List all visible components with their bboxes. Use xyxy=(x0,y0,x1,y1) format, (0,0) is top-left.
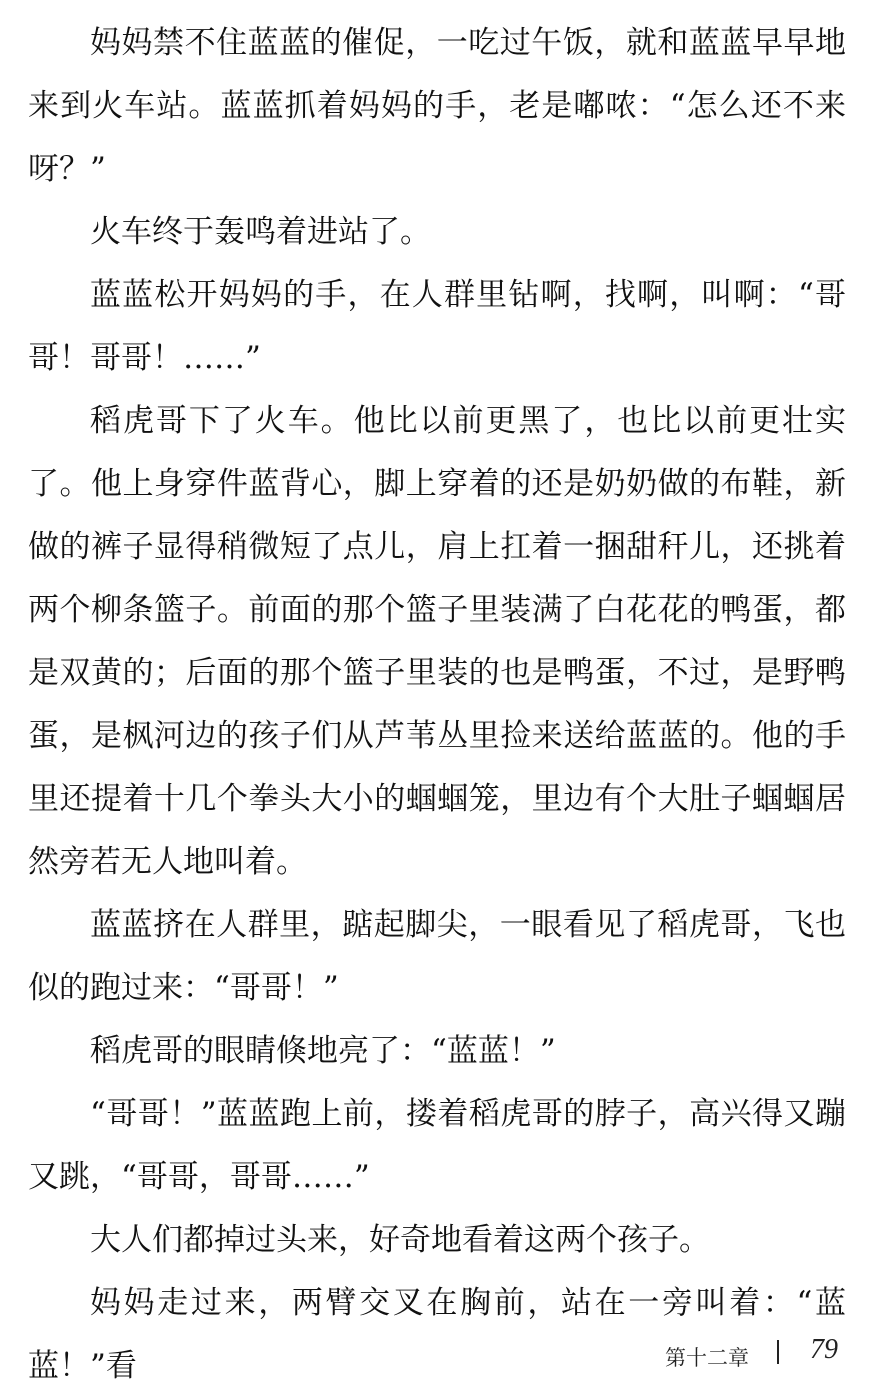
paragraph: 妈妈禁不住蓝蓝的催促，一吃过午饭，就和蓝蓝早早地来到火车站。蓝蓝抓着妈妈的手，老是嘟哝：“怎么还不来呀？” xyxy=(28,25,846,187)
paragraph: 蓝蓝松开妈妈的手，在人群里钻啊，找啊，叫啊：“哥哥！哥哥！……” xyxy=(28,277,846,376)
footer-divider xyxy=(777,1340,779,1364)
paragraph: 火车终于轰鸣着进站了。 xyxy=(90,214,431,250)
page-number: 79 xyxy=(810,1334,838,1365)
paragraph: 大人们都掉过头来，好奇地看着这两个孩子。 xyxy=(90,1222,710,1258)
body-text xyxy=(28,12,846,1398)
chapter-label: 第十二章 xyxy=(665,1346,749,1370)
paragraph: 稻虎哥下了火车。他比以前更黑了，也比以前更壮实了。他上身穿件蓝背心，脚上穿着的还是奶奶做的布鞋，新做的裤子显得稍微短了点儿，肩上扛着一捆甜秆儿，还挑着两个柳条篮子。前面的那个篮子里装满了白花花的鸭蛋，都是双黄的；后面的那个篮子里装的也是鸭蛋，不过，是野鸭蛋，是枫河边的孩子们从芦苇丛里捡来送给蓝蓝的。他的手里还提着十几个拳头大小的蝈蝈笼，里边有个大肚子蝈蝈居然旁若无人地叫着。 xyxy=(28,403,846,880)
paragraph: 妈妈走过来，两臂交叉在胸前，站在一旁叫着：“蓝蓝！”看 xyxy=(28,1285,846,1384)
paragraph: 蓝蓝挤在人群里，踮起脚尖，一眼看见了稻虎哥，飞也似的跑过来：“哥哥！” xyxy=(28,907,846,1006)
paragraph: 稻虎哥的眼睛倏地亮了：“蓝蓝！” xyxy=(90,1033,556,1069)
page-footer xyxy=(0,1330,873,1374)
paragraph: “哥哥！”蓝蓝跑上前，搂着稻虎哥的脖子，高兴得又蹦又跳，“哥哥，哥哥……” xyxy=(28,1096,846,1195)
